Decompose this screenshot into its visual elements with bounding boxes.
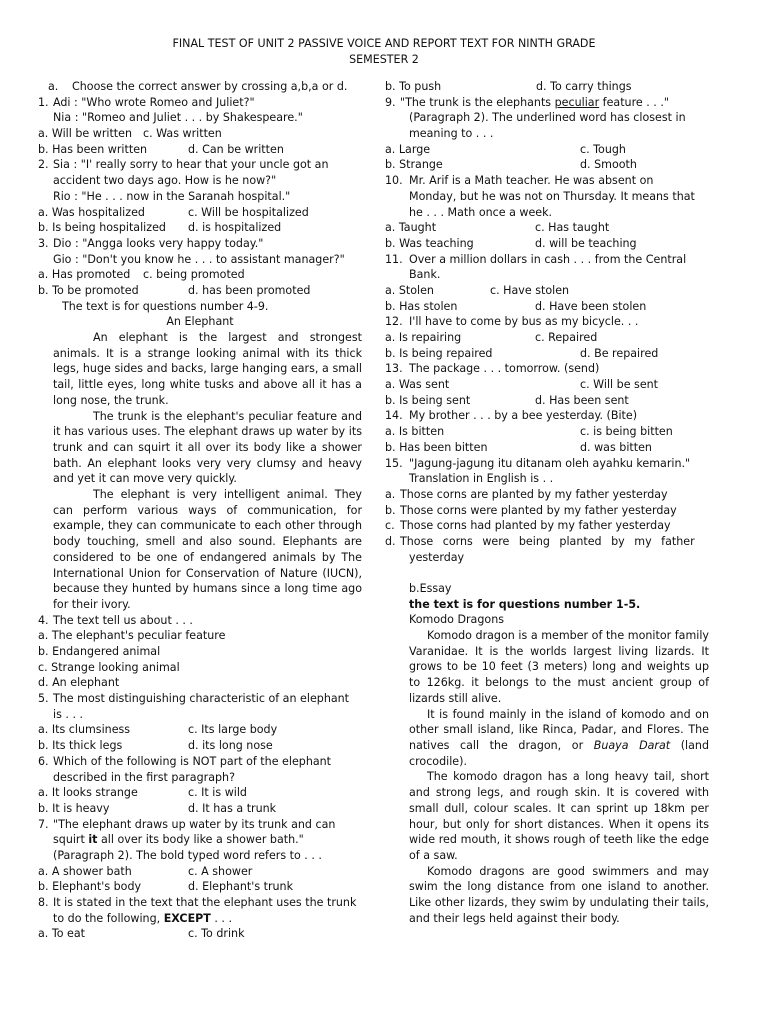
q8-option-b[interactable]: b. To push [385, 80, 442, 93]
komodo-paragraph-2: It is found mainly in the island of komodo and on other small island, like Rinca, Padar, and Flores. The natives call the dragon, or Buaya Darat (land crocodile). [409, 707, 709, 768]
option-b[interactable]: b. Its thick legs [38, 739, 123, 753]
option-c[interactable]: c. Was written [143, 127, 222, 141]
underlined-word: peculiar [554, 95, 600, 109]
option-d[interactable]: d. will be teaching [535, 236, 637, 250]
option-c[interactable]: c. Will be sent [580, 378, 659, 392]
option-d[interactable]: d. its long nose [188, 739, 273, 753]
option-d[interactable]: d. Smooth [580, 158, 637, 172]
option-d[interactable]: d. was bitten [580, 440, 652, 454]
question-13: 13. The package . . . tomorrow. (send) a. Was sent c. Will be sent b. Is being sent d. Has been sent [385, 362, 659, 407]
option-a[interactable]: a. Stolen [385, 283, 434, 297]
option-c[interactable]: c. Will be hospitalized [188, 205, 309, 219]
option-d[interactable]: d. Elephant's trunk [188, 880, 294, 894]
option-a[interactable]: a. Large [385, 142, 431, 156]
option-a[interactable]: a. Taught [385, 221, 437, 235]
option-b[interactable]: b. Has stolen [385, 299, 458, 313]
option-c[interactable]: c. Has taught [535, 221, 610, 235]
option-b[interactable]: b. Has been bitten [385, 440, 488, 454]
question-5: 5. The most distinguishing characteristic of an elephant is . . . a. Its clumsiness c. Its large body b. Its thick legs d. its long nose [38, 692, 350, 753]
option-c[interactable]: c. Repaired [535, 331, 598, 344]
option-c[interactable]: c. being promoted [143, 268, 245, 282]
section-b-label: b.Essay [409, 582, 452, 595]
option-d[interactable]: d. is hospitalized [188, 221, 282, 235]
option-d[interactable]: d. Be repaired [580, 346, 659, 360]
question-6: 6. Which of the following is NOT part of the elephant described in the first paragraph? a. It looks strange c. It is wild b. It is heavy d. It has a trunk [38, 754, 332, 815]
option-b[interactable]: b. To be promoted [38, 283, 139, 297]
option-a[interactable]: a. Was sent [385, 378, 450, 392]
q8-option-d[interactable]: d. To carry things [536, 80, 632, 93]
option-c[interactable]: c. Those corns had planted by my father yesterday [385, 519, 671, 533]
question-10: 10. Mr. Arif is a Math teacher. He was absent on Monday, but he was not on Thursday. It means that he . . . Math once a week. a. Taught c. Has taught b. Was teaching d. will be teaching [385, 174, 695, 250]
passage-paragraph-3: The elephant is very intelligent animal. They can perform various ways of communication, for example, they can communicate to each other through body touching, smell and also sound. Elephants are considered to be one of endangered animals by The International Union for Conservation of Nature (IUCN), because they hunted by humans since a long time ago for their ivory. [53, 488, 362, 611]
option-a[interactable]: a. Has promoted [38, 268, 131, 282]
question-3: 3. Dio : "Angga looks very happy today." Gio : "Don't you know he . . . to assistant manager?" a. Has promoted c. being promoted b. To be promoted d. has been promoted [38, 236, 345, 297]
option-c[interactable]: c. A shower [188, 864, 253, 878]
option-b[interactable]: b. Is being repaired [385, 346, 493, 360]
option-d[interactable]: d. An elephant [38, 676, 120, 690]
section-a-instruction: a. Choose the correct answer by crossing a,b,a or d. [48, 80, 348, 93]
passage-elephant [38, 299, 362, 613]
question-4: 4. The text tell us about . . . a. The elephant's peculiar feature b. Endangered animal c. Strange looking animal d. An elephant [38, 613, 226, 690]
option-d[interactable]: d. Have been stolen [535, 299, 647, 313]
question-12: 12. I'll have to come by bus as my bicycle. . . a. Is repairing c. Repaired b. Is being repaired d. Be repaired [385, 315, 659, 360]
option-b[interactable]: b. Is being hospitalized [38, 221, 166, 235]
option-b[interactable]: b. Those corns were planted by my father yesterday [385, 503, 677, 517]
passage-title-komodo: Komodo Dragons [409, 613, 505, 627]
option-a[interactable]: a. Is bitten [385, 425, 445, 439]
option-c[interactable]: c. Tough [580, 142, 626, 156]
question-14: 14. My brother . . . by a bee yesterday. (Bite) a. Is bitten c. is being bitten b. Has been bitten d. was bitten [385, 409, 673, 454]
question-11: 11. Over a million dollars in cash . . . from the Central Bank. a. Stolen c. Have stolen b. Has stolen d. Have been stolen [385, 252, 687, 313]
option-b[interactable]: b. Has been written [38, 142, 148, 156]
title-line-2: SEMESTER 2 [349, 53, 419, 66]
section-b-essay [409, 581, 709, 926]
komodo-paragraph-3: The komodo dragon has a long heavy tail, short and strong legs, and rough skin. It is covered with small dull, colour scales. It can sprint up 18km per hour, but only for short distances. When it opens its wide red mouth, it shows rough of teeth like the edge of a saw. [409, 770, 709, 862]
option-d[interactable]: d. It has a trunk [188, 801, 277, 815]
option-d[interactable]: d. has been promoted [188, 283, 311, 297]
section-b-intro: the text is for questions number 1-5. [409, 597, 641, 611]
option-a[interactable]: a. Was hospitalized [38, 205, 145, 219]
option-d[interactable]: d. Has been sent [535, 393, 629, 407]
option-b[interactable]: b. Elephant's body [38, 880, 142, 894]
option-c[interactable]: c. Its large body [188, 723, 278, 737]
passage-title: An Elephant [166, 315, 234, 329]
passage-intro: The text is for questions number 4-9. [62, 299, 269, 313]
option-c[interactable]: c. It is wild [188, 786, 247, 800]
option-b[interactable]: b. Is being sent [385, 393, 471, 407]
question-8: 8. It is stated in the text that the elephant uses the trunk to do the following, EXCEPT . . . a. To eat c. To drink [38, 896, 357, 941]
option-b[interactable]: b. It is heavy [38, 801, 110, 815]
question-7: 7. "The elephant draws up water by its trunk and can squirt it all over its body like a shower bath." (Paragraph 2). The bold typed word refers to . . . a. A shower bath c. A shower b. Elephant's body d. Elephant's trunk [38, 817, 336, 894]
question-2: 2. Sia : "I' really sorry to hear that your uncle got an accident two days ago. How is he now?" Rio : "He . . . now in the Saranah hospital." a. Was hospitalized c. Will be hospitalized b. Is being hospitalized d. is hospitalized [38, 158, 329, 235]
option-c[interactable]: c. is being bitten [580, 425, 673, 439]
option-c[interactable]: c. Strange looking animal [38, 660, 180, 674]
option-b[interactable]: b. Was teaching [385, 236, 474, 250]
option-d[interactable]: d. Those corns were being planted by my father [385, 534, 695, 548]
option-c[interactable]: c. To drink [188, 927, 245, 941]
option-b[interactable]: b. Endangered animal [38, 645, 161, 659]
option-a[interactable]: a. Is repairing [385, 331, 462, 344]
option-c[interactable]: c. Have stolen [490, 283, 570, 297]
title-line-1: FINAL TEST OF UNIT 2 PASSIVE VOICE AND REPORT TEXT FOR NINTH GRADE [172, 37, 596, 50]
option-a[interactable]: a. Those corns are planted by my father yesterday [385, 487, 668, 501]
komodo-paragraph-1: Komodo dragon is a member of the monitor family Varanidae. It is the worlds largest living lizards. It grows to be 10 feet (3 meters) long and weights up to 126kg. it belongs to the must ancient group of lizards still alive. [409, 629, 709, 705]
option-a[interactable]: a. It looks strange [38, 786, 138, 800]
passage-paragraph-2: The trunk is the elephant's peculiar feature and it has various uses. The elephant draws up water by its trunk and can squirt it all over its body like a shower bath. An elephant looks very very clumsy and heavy and yet it can move very quickly. [53, 409, 362, 486]
question-1: 1. Adi : "Who wrote Romeo and Juliet?" Nia : "Romeo and Juliet . . . by Shakespeare." a. Will be written c. Was written b. Has been written d. Can be written [38, 95, 303, 156]
left-column [38, 79, 362, 942]
passage-paragraph-1: An elephant is the largest and strongest animals. It is a strange looking animal with its thick legs, huge sides and backs, large hanging ears, a small tail, little eyes, long white tusks and above all it has a long nose, the trunk. [53, 331, 362, 407]
komodo-paragraph-4: Komodo dragons are good swimmers and may swim the long distance from one island to another. Like other lizards, they swim by undulating their tails, and their legs held against their body. [409, 864, 709, 925]
option-a[interactable]: a. A shower bath [38, 864, 132, 878]
question-9: 9. "The trunk is the elephants peculiar feature . . ." (Paragraph 2). The underlined word has closest in meaning to . . . a. Large c. Tough b. Strange d. Smooth [385, 95, 686, 172]
option-b[interactable]: b. Strange [385, 158, 443, 172]
right-column [385, 79, 709, 926]
option-a[interactable]: a. Its clumsiness [38, 723, 131, 737]
option-a[interactable]: a. To eat [38, 927, 86, 941]
question-15: 15. "Jagung-jagung itu ditanam oleh ayahku kemarin." Translation in English is . . a. Those corns are planted by my father yesterday b. Those corns were planted by my father yesterday c. Those corns had planted by my father yesterday d. Those corns were being planted by my father yesterday [385, 456, 709, 566]
option-d[interactable]: d. Can be written [188, 142, 284, 156]
option-a[interactable]: a. Will be written [38, 127, 133, 141]
option-a[interactable]: a. The elephant's peculiar feature [38, 629, 226, 643]
document-title [0, 36, 768, 68]
